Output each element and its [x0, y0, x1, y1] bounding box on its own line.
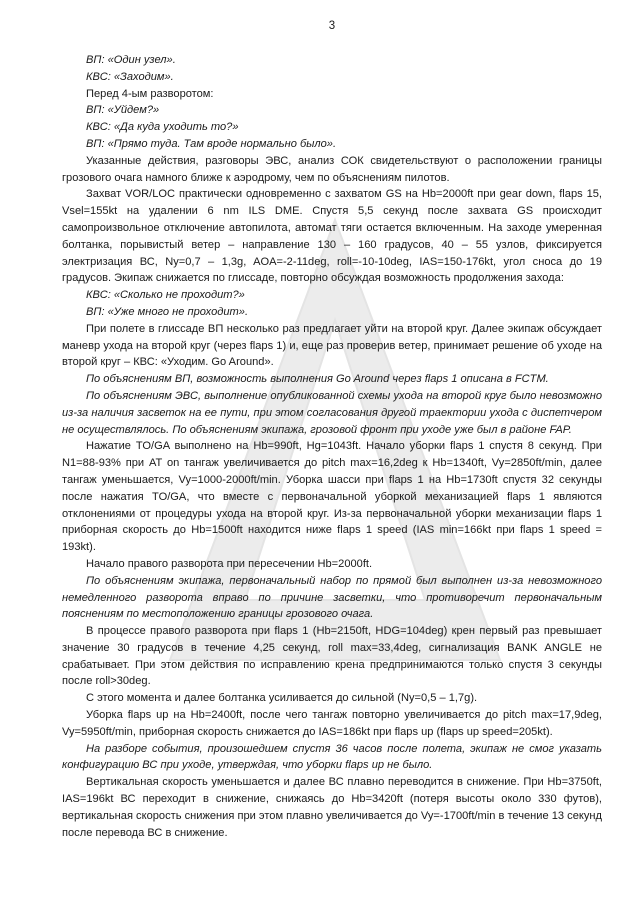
- dialog-line: КВС: «Да куда уходить то?»: [86, 121, 239, 134]
- document-page: [62, 0, 602, 841]
- body-paragraph: Нажатие TO/GA выполнено на Hb=990ft, Hg=1043ft. Начало уборки flaps 1 спустя 8 секунд. При N1=88-93% при AT on тангаж увеличивается до pitch max=16,2deg к Hb=1340ft, Vy=2850ft/min, далее тангаж уменьшается, Vy=1000-2000ft/min. Уборка шасси при flaps 1 на Hb=1730ft спустя 32 секунды после нажатия TO/GA, что вместе с первоначальной уборкой механизацией flaps 1 являются отклонениями от процедуры ухода на второй круг. Из-за первоначальной уборки механизации flaps 1 приборная скорость до Hb=1500ft находится ниже flaps 1 speed (IAS min=166kt при flaps 1 speed = 193kt).: [62, 440, 602, 554]
- dialog-line: КВС: «Сколько не проходит?»: [86, 289, 245, 302]
- dialog-line: КВС: «Заходим».: [86, 70, 174, 83]
- dialog-line: ВП: «Один узел».: [86, 54, 176, 66]
- italic-paragraph: По объяснениям экипажа, первоначальный набор по прямой был выполнен из-за невозможного немедленного разворота вправо по причине засветки, что противоречит первоначальным пояснениям по местоположению границы грозового очага.: [62, 574, 602, 621]
- page-number: 3: [328, 20, 336, 32]
- dialog-line: ВП: «Уже много не проходит».: [86, 305, 249, 318]
- body-paragraph: При полете в глиссаде ВП несколько раз предлагает уйти на второй круг. Далее экипаж обсуждает маневр ухода на второй круг (через flaps 1) и, еще раз проверив ветер, принимает решение об уходе на второй круг – КВС: «Уходим. Go Around».: [62, 322, 602, 369]
- italic-paragraph: На разборе события, произошедшем спустя 36 часов после полета, экипаж не смог указать конфигурацию ВС при уходе, утверждая, что уборки flaps up не было.: [62, 742, 602, 772]
- dialog-line: ВП: «Прямо туда. Там вроде нормально было».: [86, 137, 337, 150]
- body-paragraph: Вертикальная скорость уменьшается и далее ВС плавно переводится в снижение. При Hb=3750ft, IAS=196kt ВС переходит в снижение, снижаясь до Hb=3420ft (потеря высоты около 330 футов), вертикальная скорость снижения при этом плавно увеличивается до Vy=-1700ft/min в течение 13 секунд после перевода ВС в снижение.: [62, 776, 603, 839]
- body-paragraph: Захват VOR/LOC практически одновременно с захватом GS на Hb=2000ft при gear down, flaps 15, Vsel=155kt на удалении 6 nm ILS DME. Спустя 5,5 секунд после захвата GS происходит самопроизвольное отключение автопилота, автомат тяги остается включенным. На заходе умеренная болтанка, порывистый ветер – направление 130 – 160 градусов, 40 – 55 узлов, фиксируется электризация ВС, Ny=0,7 – 1,3g, AOA=-2-11deg, roll=-10-10deg, IAS=150-176kt, угол сноса до 19 градусов. Экипаж снижается по глиссаде, повторно обсуждая возможность продолжения захода:: [62, 188, 602, 285]
- dialog-line: Перед 4-ым разворотом:: [86, 87, 214, 100]
- body-paragraph: Уборка flaps up на Hb=2400ft, после чего тангаж повторно увеличивается до pitch max=17,9deg, Vy=5950ft/min, приборная скорость снижается до IAS=186kt при flaps up (flaps up speed=205kt).: [62, 709, 602, 738]
- body-paragraph: Указанные действия, разговоры ЭВС, анализ СОК свидетельствуют о расположении границы грозового очага намного ближе к аэродрому, чем по объяснениям пилотов.: [62, 154, 602, 184]
- body-paragraph: Начало правого разворота при пересечении Hb=2000ft.: [86, 557, 373, 570]
- body-paragraph: В процессе правого разворота при flaps 1 (Hb=2150ft, HDG=104deg) крен первый раз превышает значение 30 градусов в течение 4,25 секунд, roll max=33,4deg, сигнализация BANK ANGLE не срабатывает. При этом действия по исправлению крена предпринимаются только спустя 3 секунды после roll>30deg.: [62, 625, 602, 688]
- italic-paragraph: По объяснениям ЭВС, выполнение опубликованной схемы ухода на второй круг было невозможно из-за наличия засветок на ее пути, при этом согласования другой траектории ухода с диспетчером не осуществлялось. По объяснениям экипажа, грозовой фронт при уходе уже был в районе FAP.: [62, 389, 602, 436]
- body-paragraph: С этого момента и далее болтанка усиливается до сильной (Ny=0,5 – 1,7g).: [86, 692, 478, 705]
- dialog-line: ВП: «Уйдем?»: [86, 104, 160, 117]
- italic-paragraph: По объяснениям ВП, возможность выполнения Go Around через flaps 1 описана в FCTM.: [86, 373, 549, 386]
